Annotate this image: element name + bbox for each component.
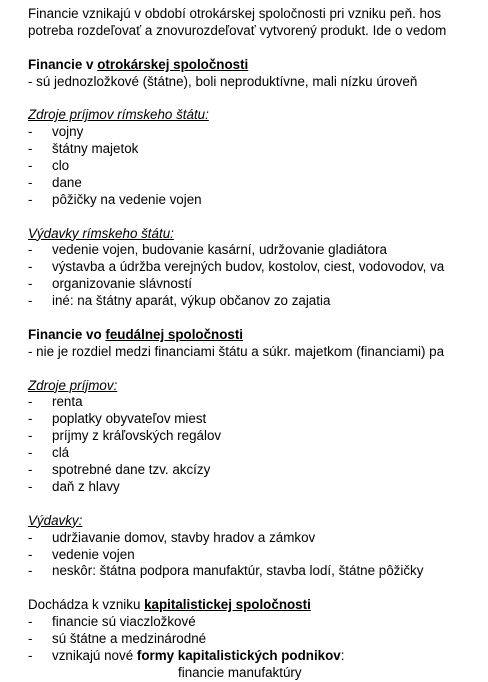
list-item: - iné: na štátny aparát, výkup občanov zo zajatia <box>28 293 331 309</box>
list-item: - príjmy z kráľovských regálov <box>28 428 222 444</box>
spacer <box>28 496 488 513</box>
section-heading-slave-society <box>28 57 488 74</box>
subheading-roman-revenue: Zdroje príjmov rímskeho štátu: <box>28 107 209 123</box>
spacer <box>28 361 488 378</box>
list-item: - poplatky obyvateľov miest <box>28 411 207 427</box>
heading-key-term: feudálnej spoločnosti <box>105 326 244 342</box>
list-item: - sú štátne a medzinárodné <box>28 630 207 646</box>
list-item: - organizovanie slávností <box>28 276 192 292</box>
spacer <box>28 90 488 107</box>
list-item: - vojny <box>28 124 84 140</box>
sub-list-item: financie manufaktúry <box>178 664 302 680</box>
list-item: - pôžičky na vedenie vojen <box>28 191 202 207</box>
list-item: - renta <box>28 394 83 410</box>
list-item: - dane <box>28 174 82 190</box>
heading-prefix: Dochádza k vzniku <box>28 597 145 613</box>
heading-prefix: Financie v <box>28 56 98 72</box>
spacer <box>28 40 488 57</box>
section-heading-capitalist-society <box>28 597 488 614</box>
intro-line-1: Financie vznikajú v období otrokárskej spoločnosti pri vzniku peň. hos <box>28 6 442 21</box>
heading-key-term: kapitalistickej spoločnosti <box>144 597 311 613</box>
list-item: - udržiavanie domov, stavby hradov a zámkov <box>28 529 316 545</box>
list-item: - daň z hlavy <box>28 478 120 494</box>
list-item: - financie sú viaczložkové <box>28 614 196 630</box>
subheading-feudal-expenses: Výdavky: <box>28 512 83 528</box>
list-item: - spotrebné dane tzv. akcízy <box>28 462 211 478</box>
subheading-feudal-revenue: Zdroje príjmov: <box>28 377 118 393</box>
section-description: - nie je rozdiel medzi financiami štátu a súkr. majetkom (financiami) pa <box>28 343 445 359</box>
list-item: - vznikajú nové formy kapitalistických podnikov: <box>28 647 345 663</box>
list-item: - výstavba a údržba verejných budov, kostolov, ciest, vodovodov, va <box>28 259 445 275</box>
bold-term: formy kapitalistických podnikov <box>136 647 341 663</box>
list-item: - clá <box>28 445 70 461</box>
list-item: - clo <box>28 158 70 174</box>
spacer <box>28 580 488 597</box>
list-item: - neskôr: štátna podpora manufaktúr, stavba lodí, štátne pôžičky <box>28 563 424 579</box>
spacer <box>28 310 488 327</box>
spacer <box>28 209 488 226</box>
list-item: - vedenie vojen, budovanie kasární, udržovanie gladiátora <box>28 242 387 258</box>
intro-line-2: potreba rozdeľovať a znovurozdeľovať vytvorený produkt. Ide o vedom <box>28 22 447 38</box>
list-item: - štátny majetok <box>28 141 139 157</box>
heading-prefix: Financie vo <box>28 326 106 342</box>
heading-key-term: otrokárskej spoločnosti <box>97 56 249 72</box>
list-item: - vedenie vojen <box>28 546 135 562</box>
document-body <box>28 6 488 682</box>
subheading-roman-expenses: Výdavky rímskeho štátu: <box>28 225 174 241</box>
section-heading-feudal-society <box>28 327 488 344</box>
section-description: - sú jednozložkové (štátne), boli neproduktívne, mali nízku úroveň <box>28 73 418 89</box>
